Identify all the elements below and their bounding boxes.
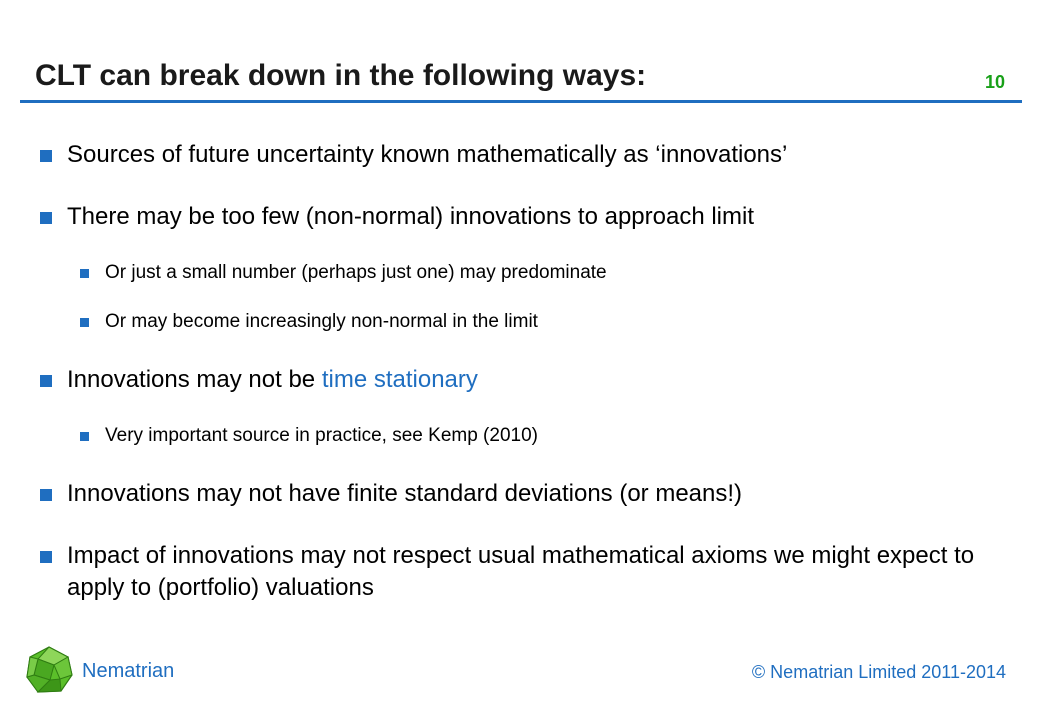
bullet-text: Impact of innovations may not respect usual mathematical axioms we might expect to apply to (portfolio) valuations (67, 542, 975, 601)
square-bullet-icon (40, 212, 52, 224)
square-bullet-icon (40, 551, 52, 563)
time-stationary-link[interactable]: time stationary (321, 366, 478, 393)
bullet-text: Sources of future uncertainty known mathematically as ‘innovations’ (67, 141, 788, 168)
bullet-item (40, 364, 987, 396)
polyhedron-logo-icon (24, 645, 74, 695)
bullet-text: There may be too few (non-normal) innovations to approach limit (67, 203, 754, 230)
square-bullet-icon (40, 489, 52, 501)
title-divider (20, 100, 1022, 103)
square-bullet-icon (40, 375, 52, 387)
square-bullet-icon (80, 432, 89, 441)
sub-bullet-item (80, 309, 538, 335)
slide-title: CLT can break down in the following ways: (35, 59, 647, 92)
sub-bullet-text: Or just a small number (perhaps just one) may predominate (105, 262, 607, 283)
bullet-item (40, 478, 987, 510)
sub-bullet-item (80, 260, 607, 286)
bullet-text: Innovations may not have finite standard deviations (or means!) (67, 480, 743, 507)
bullet-item (40, 201, 987, 233)
sub-bullet-text: Or may become increasingly non-normal in the limit (105, 311, 538, 332)
sub-bullet-item (80, 423, 538, 449)
square-bullet-icon (80, 318, 89, 327)
bullet-text-prefix: Innovations may not be (67, 366, 322, 393)
bullet-text (67, 364, 987, 396)
bullet-item (40, 139, 987, 171)
copyright-text: © Nematrian Limited 2011-2014 (751, 662, 1006, 682)
bullet-item (40, 540, 987, 604)
slide-number: 10 (984, 72, 1005, 92)
sub-bullet-text: Very important source in practice, see Kemp (2010) (105, 425, 538, 446)
square-bullet-icon (40, 150, 52, 162)
square-bullet-icon (80, 269, 89, 278)
brand-name: Nematrian (82, 660, 175, 682)
